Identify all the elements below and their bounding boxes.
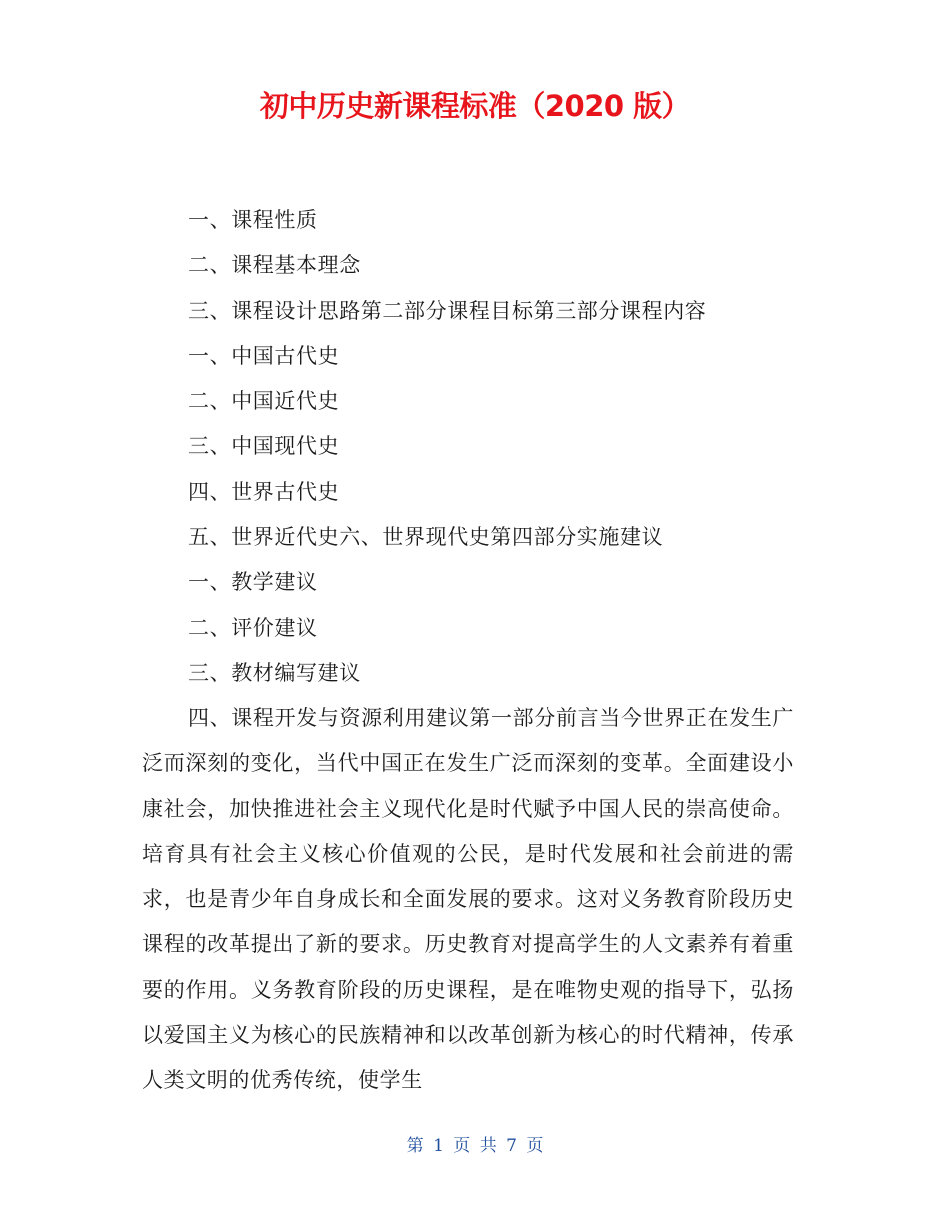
toc-item: 四、世界古代史 bbox=[188, 479, 340, 504]
toc-item: 一、课程性质 bbox=[188, 208, 318, 232]
toc-item: 一、教学建议 bbox=[188, 570, 318, 595]
toc-item: 二、中国近代史 bbox=[188, 389, 340, 414]
body-paragraph: 四、课程开发与资源利用建议第一部分前言当今世界正在发生广泛而深刻的变化，当代中国正在发生广泛而深刻的变革。全面建设小康社会，加快推进社会主义现代化是时代赋予中国人民的崇高使命。培育具有社会主义核心价值观的公民，是时代发展和社会前进的需求，也是青少年自身成长和全面发展的要求。这对义务教育阶段历史课程的改革提出了新的要求。历史教育对提高学生的人文素养有着重要的作用。义务教育阶段的历史课程，是在唯物史观的指导下，弘扬以爱国主义为核心的民族精神和以改革创新为核心的时代精神，传承人类文明的优秀传统，使学生 bbox=[142, 706, 794, 1093]
table-of-contents bbox=[188, 198, 706, 696]
toc-item: 一、中国古代史 bbox=[188, 343, 340, 368]
page-footer: 第 1 页 共 7 页 bbox=[406, 1136, 544, 1156]
document-title: 初中历史新课程标准（2020 版） bbox=[259, 89, 691, 123]
toc-item: 三、教材编写建议 bbox=[188, 660, 361, 685]
toc-item: 二、课程基本理念 bbox=[188, 253, 361, 278]
toc-item: 三、中国现代史 bbox=[188, 434, 340, 459]
toc-item: 五、世界近代史六、世界现代史第四部分实施建议 bbox=[188, 525, 664, 550]
toc-item: 二、评价建议 bbox=[188, 615, 318, 640]
toc-item: 三、课程设计思路第二部分课程目标第三部分课程内容 bbox=[188, 298, 707, 323]
